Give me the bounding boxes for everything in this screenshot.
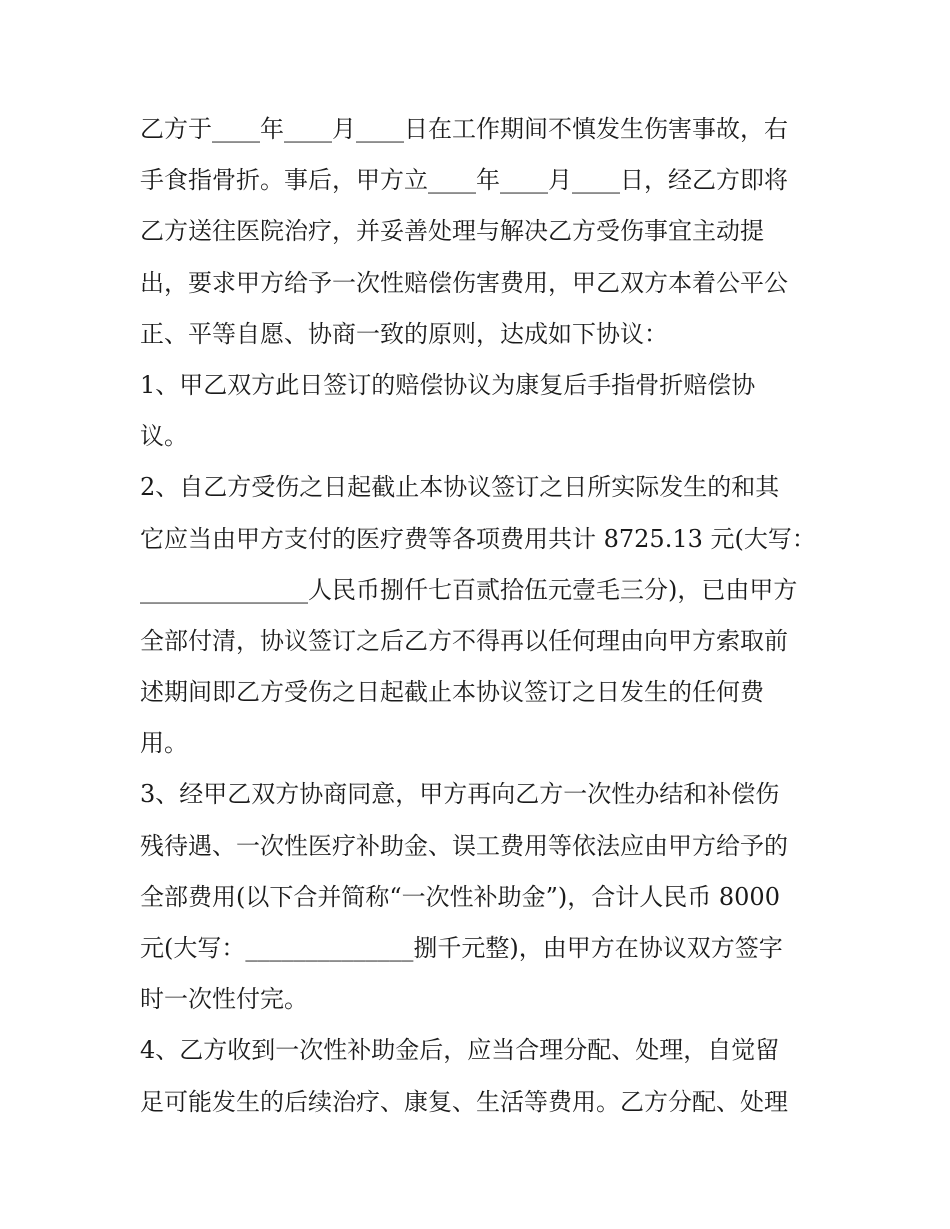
clause-2-line: 2、自乙方受伤之日起截止本协议签订之日所实际发生的和其: [140, 473, 780, 502]
text-line: 出，要求甲方给予一次性赔偿伤害费用，甲乙双方本着公平公: [140, 268, 788, 297]
clause-1-line: 议。: [140, 422, 188, 451]
text-line: 手食指骨折。事后，甲方立____年____月____日，经乙方即将: [140, 166, 788, 195]
clause-3-line: 元(大写：______________捌千元整)，由甲方在协议双方签字: [140, 934, 783, 962]
clause-4-line: 足可能发生的后续治疗、康复、生活等费用。乙方分配、处理: [140, 1087, 788, 1116]
clause-3-line: 3、经甲乙双方协商同意，甲方再向乙方一次性办结和补偿伤: [140, 780, 780, 809]
clause-2-line: 述期间即乙方受伤之日起截止本协议签订之日发生的任何费: [140, 678, 764, 707]
clause-2-line: 全部付清，协议签订之后乙方不得再以任何理由向甲方索取前: [140, 626, 788, 655]
clause-3-line: 残待遇、一次性医疗补助金、误工费用等依法应由甲方给予的: [140, 831, 788, 860]
agreement-body: [140, 104, 830, 1128]
text-line: 乙方于____年____月____日在工作期间不慎发生伤害事故，右: [140, 115, 788, 143]
clause-2-line: ______________人民币捌仟七百贰拾伍元壹毛三分)，已由甲方: [140, 575, 798, 604]
clause-2-line: 它应当由甲方支付的医疗费等各项费用共计 8725.13 元(大写：: [140, 524, 816, 553]
text-line: 乙方送往医院治疗，并妥善处理与解决乙方受伤事宜主动提: [140, 217, 764, 246]
text-line: 正、平等自愿、协商一致的原则，达成如下协议：: [140, 319, 668, 348]
clause-1-line: 1、甲乙双方此日签订的赔偿协议为康复后手指骨折赔偿协: [140, 370, 756, 399]
clause-3-line: 时一次性付完。: [140, 985, 308, 1014]
clause-2-line: 用。: [140, 729, 188, 758]
clause-3-line: 全部费用(以下合并简称“一次性补助金”)，合计人民币 8000: [140, 882, 780, 911]
clause-4-line: 4、乙方收到一次性补助金后，应当合理分配、处理，自觉留: [140, 1036, 780, 1065]
